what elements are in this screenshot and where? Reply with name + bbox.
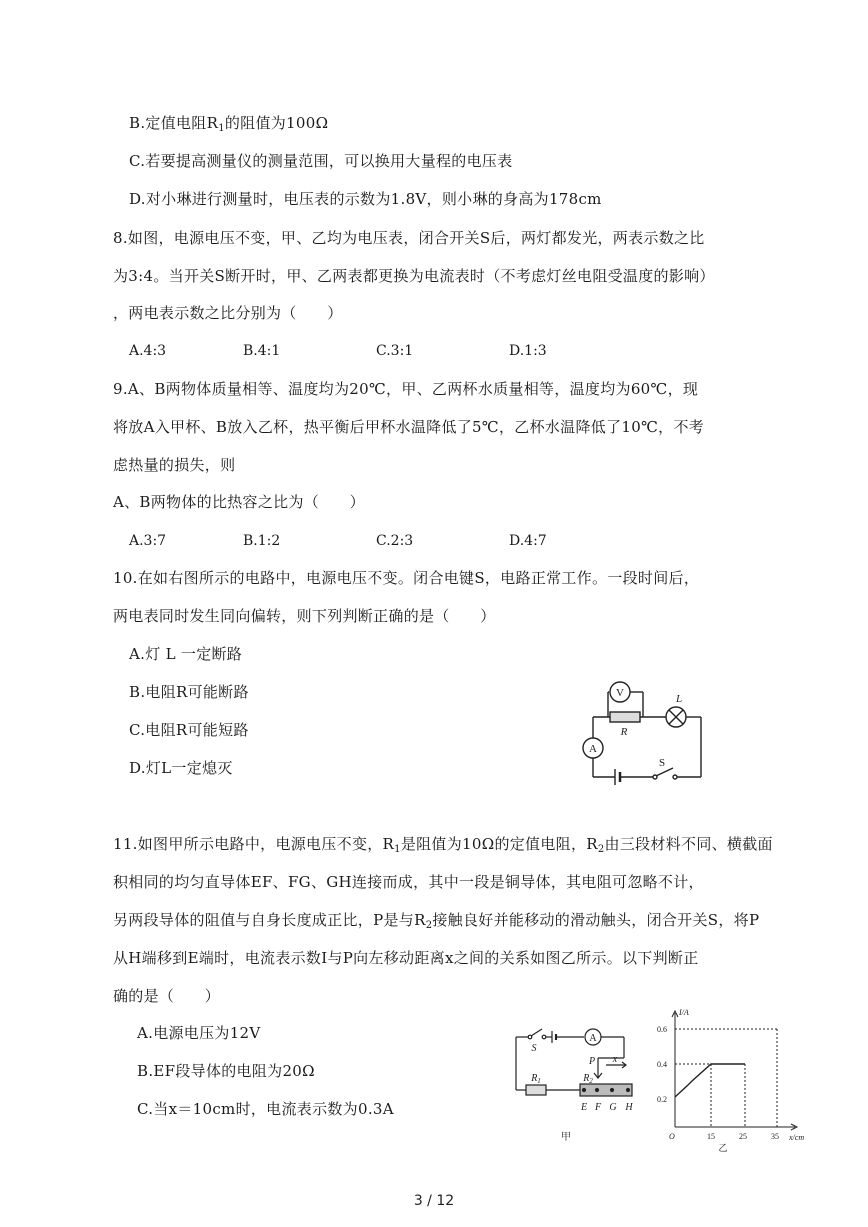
q8-stem-line3: ，两电表示数之比分别为（ ） bbox=[113, 304, 343, 322]
q8-option-d: D.1:3 bbox=[509, 343, 547, 359]
q11-option-a: A.电源电压为12V bbox=[137, 1024, 261, 1042]
q10-stem-line1: 10.在如右图所示的电路中，电源电压不变。闭合电键S，电路正常工作。一段时间后， bbox=[113, 569, 700, 587]
svg-text:R2: $R_2$ bbox=[583, 1073, 593, 1085]
svg-text:L: L bbox=[675, 693, 683, 705]
q7-option-b: B.定值电阻$R_1$的阻值为100Ω bbox=[129, 114, 329, 134]
switch-icon bbox=[656, 768, 673, 776]
svg-text:F: F bbox=[594, 1102, 602, 1113]
svg-text:R: R bbox=[620, 726, 628, 738]
svg-text:35: 35 bbox=[771, 1132, 779, 1141]
svg-text:S: S bbox=[531, 1043, 537, 1054]
q9-stem-line1: 9.A、B两物体质量相等、温度均为20℃，甲、乙两杯水质量相等，温度均为60℃，现 bbox=[113, 380, 699, 398]
svg-text:S: S bbox=[658, 757, 666, 769]
q10-option-d: D.灯L一定熄灭 bbox=[129, 759, 233, 777]
q9-option-b: B.1:2 bbox=[243, 533, 281, 549]
svg-text:0.4: 0.4 bbox=[657, 1060, 667, 1069]
svg-text:E: E bbox=[580, 1102, 588, 1113]
resistor-r bbox=[610, 712, 640, 722]
svg-text:G: G bbox=[609, 1102, 617, 1113]
q9-stem-line4: A、B两物体的比热容之比为（ ） bbox=[113, 493, 365, 511]
svg-text:x/cm: x/cm bbox=[789, 1133, 805, 1142]
q10-circuit-diagram bbox=[575, 672, 715, 790]
svg-text:25: 25 bbox=[739, 1132, 747, 1141]
svg-text:H: H bbox=[625, 1102, 633, 1113]
q11-option-b: B.EF段导体的电阻为20Ω bbox=[137, 1062, 315, 1080]
q10-stem-line2: 两电表同时发生同向偏转，则下列判断正确的是（ ） bbox=[113, 607, 496, 625]
svg-text:0.6: 0.6 bbox=[657, 1025, 667, 1034]
svg-text:x: x bbox=[612, 1054, 618, 1065]
svg-text:A: A bbox=[589, 743, 597, 755]
q10-option-c: C.电阻R可能短路 bbox=[129, 721, 249, 739]
q8-option-c: C.3:1 bbox=[376, 343, 414, 359]
q7-option-d: D.对小琳进行测量时，电压表的示数为1.8V，则小琳的身高为178cm bbox=[129, 190, 602, 208]
resistor-r1 bbox=[526, 1085, 546, 1095]
q11-stem-line3: 另两段导体的阻值与自身长度成正比，P是与$R_2$接触良好并能移动的滑动触头，闭合开关S，将P bbox=[113, 911, 760, 931]
q8-option-b: B.4:1 bbox=[243, 343, 281, 359]
svg-text:甲: 甲 bbox=[561, 1132, 571, 1143]
q9-option-a: A.3:7 bbox=[129, 533, 167, 549]
q10-option-a: A.灯 L 一定断路 bbox=[129, 645, 243, 663]
q11-option-c: C.当x＝10cm时，电流表示数为0.3A bbox=[137, 1100, 394, 1118]
q11-stem-line2: 积相同的均匀直导体EF、FG、GH连接而成，其中一段是铜导体，其电阻可忽略不计， bbox=[113, 873, 704, 891]
svg-text:V: V bbox=[616, 687, 624, 699]
q11-stem-line1: 11.如图甲所示电路中，电源电压不变，$R_1$是阻值为10Ω的定值电阻，$R_2$由三段材料不同、横截面 bbox=[113, 835, 773, 855]
q8-stem-line2: 为3:4。当开关S断开时，甲、乙两表都更换为电流表时（不考虑灯丝电阻受温度的影响） bbox=[113, 267, 715, 285]
svg-text:P: P bbox=[588, 1056, 596, 1067]
resistor-r2 bbox=[580, 1084, 632, 1096]
q9-stem-line3: 虑热量的损失，则 bbox=[113, 456, 236, 474]
q8-stem-line1: 8.如图，电源电压不变，甲、乙均为电压表，闭合开关S后，两灯都发光，两表示数之比 bbox=[113, 229, 705, 247]
page-number: 3 / 12 bbox=[413, 1193, 455, 1209]
current-curve bbox=[675, 1064, 745, 1097]
svg-text:A: A bbox=[589, 1033, 597, 1044]
q9-stem-line2: 将放A入甲杯、B放入乙杯，热平衡后甲杯水温降低了5℃，乙杯水温降低了10℃，不考 bbox=[113, 418, 705, 436]
svg-text:O: O bbox=[669, 1132, 675, 1141]
svg-text:乙: 乙 bbox=[718, 1143, 728, 1153]
q10-option-b: B.电阻R可能断路 bbox=[129, 683, 249, 701]
svg-text:I/A: I/A bbox=[679, 1008, 689, 1017]
q11-circuit-jia bbox=[508, 1015, 643, 1145]
svg-text:0.2: 0.2 bbox=[657, 1095, 667, 1104]
svg-text:R1: $R_1$ bbox=[531, 1073, 541, 1085]
q9-option-c: C.2:3 bbox=[376, 533, 414, 549]
switch-s bbox=[531, 1029, 542, 1036]
q9-option-d: D.4:7 bbox=[509, 533, 547, 549]
q11-stem-line5: 确的是（ ） bbox=[113, 987, 221, 1005]
q11-stem-line4: 从H端移到E端时，电流表示数I与P向左移动距离x之间的关系如图乙所示。以下判断正 bbox=[113, 949, 699, 967]
q11-graph-yi bbox=[655, 1005, 815, 1155]
svg-text:15: 15 bbox=[707, 1132, 715, 1141]
q8-option-a: A.4:3 bbox=[129, 343, 167, 359]
q7-option-c: C.若要提高测量仪的测量范围，可以换用大量程的电压表 bbox=[129, 152, 513, 170]
